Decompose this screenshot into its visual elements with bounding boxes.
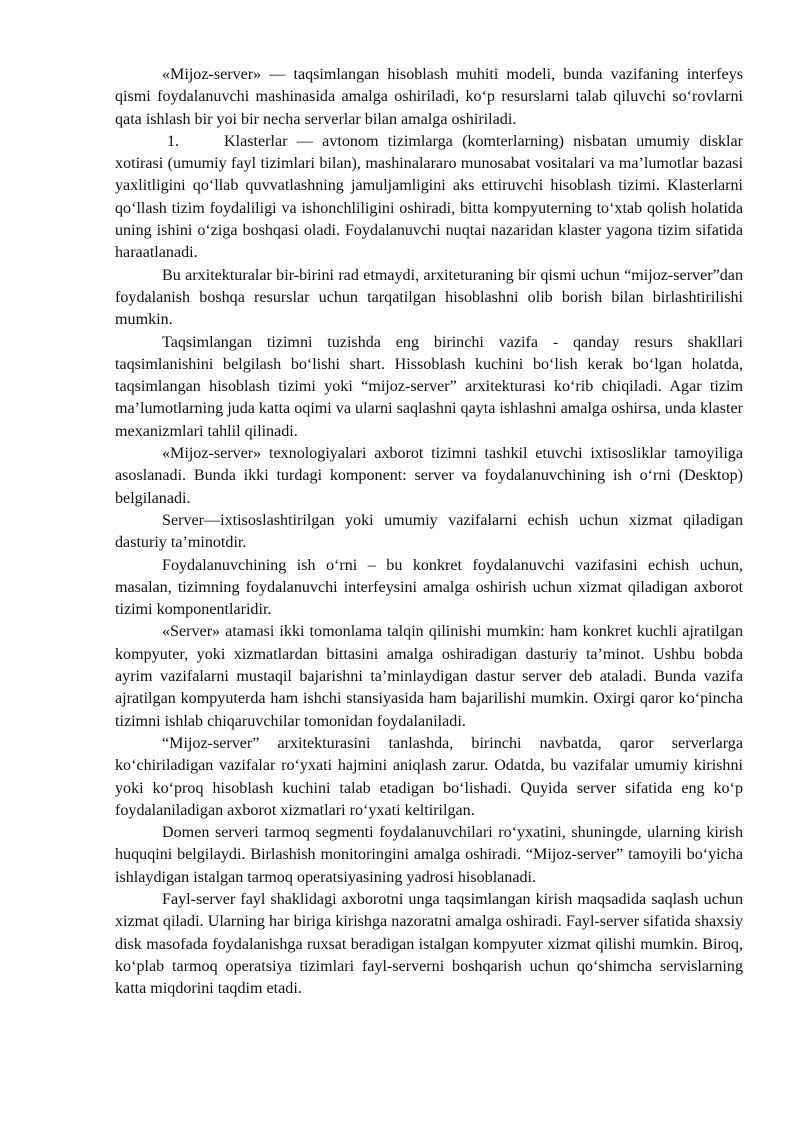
paragraph-first-task: Taqsimlangan tizimni tuzishda eng birinchi vazifa - qanday resurs shakllari taqsimlanishini belgilash bo‘lishi shart. Hissoblash kuchini bo‘lish kerak bo‘lgan holatda, taqsimlangan hisoblash tizimi yoki “mijoz-server” arxitekturasi ko‘rib chiqiladi. Agar tizim ma’lumotlarning juda katta oqimi va ularni saqlashni qayta ishlashni amalga oshirsa, unda klaster mexanizmlari tahlil qilinadi. bbox=[115, 333, 743, 440]
paragraph-architectures-combined: Bu arxitekturalar bir-birini rad etmaydi, arxiteturaning bir qismi uchun “mijoz-server”dan foydalanish boshqa resurslar uchun tarqatilgan hisoblashni olib borish bilan birlashtirilishi mumkin. bbox=[115, 266, 743, 329]
paragraph-server-term: «Server» atamasi ikki tomonlama talqin qilinishi mumkin: ham konkret kuchli ajratilgan kompyuter, yoki xizmatlardan bittasini amalga oshiradigan dasturiy ta’minot. Ushbu bobda ayrim vazifalarni mustaqil bajarishni ta’minlaydigan dastur server deb ataladi. Bunda vazifa ajratilgan kompyuterda ham ishchi stansiyasida ham bajarilishi mumkin. Oxirgi qaror ko‘pincha tizimni ishlab chiqaruvchilar tomonidan foydalaniladi. bbox=[115, 623, 743, 730]
paragraph-domain-server: Domen serveri tarmoq segmenti foydalanuvchilari ro‘yxatini, shuningde, ularning kirish huquqini belgilaydi. Birlashish monitoringini amalga oshiradi. “Mijoz-server” tamoyili bo‘yicha ishlaydigan istalgan tarmoq operatsiyasining yadrosi hisoblanadi. bbox=[115, 824, 743, 886]
document-page bbox=[115, 64, 743, 1000]
paragraph-file-server: Fayl-server fayl shaklidagi axborotni unga taqsimlangan kirish maqsadida saqlash uchun xizmat qiladi. Ularning har biriga kirishga nazoratni amalga oshiradi. Fayl-server sifatida shaxsiy disk masofada foydalanishga ruxsat beradigan istalgan kompyuter xizmat qilishi mumkin. Biroq, ko‘plab tarmoq operatsiya tizimlari fayl-serverni boshqarish uchun qo‘shimcha servislarning katta miqdorini taqdim etadi. bbox=[115, 890, 743, 998]
paragraph-workstation-definition: Foydalanuvchining ish o‘rni – bu konkret foydalanuvchi vazifasini echish uchun, masalan, tizimning foydalanuvchi interfeysini amalga oshirish uchun xizmat qiladigan axborot tizimi komponentlaridir. bbox=[115, 556, 743, 619]
paragraph-client-server-definition: «Mijoz-server» — taqsimlangan hisoblash muhiti modeli, bunda vazifaning interfeys qismi foydalanuvchi mashinasida amalga oshiriladi, ko‘p resurslarni talab qiluvchi so‘rovlarni qata ishlash bir yoi bir necha serverlar bilan amalga oshiriladi. bbox=[115, 66, 743, 128]
paragraph-choosing-architecture: “Mijoz-server” arxitekturasini tanlashda, birinchi navbatda, qaror serverlarga ko‘chiriladigan vazifalar ro‘yxati hajmini aniqlash zarur. Odatda, bu vazifalar umumiy kirishni yoki ko‘proq hisoblash kuchini talab etadigan bo‘lishadi. Quyida server sifatida eng ko‘p foydalaniladigan axborot xizmatlari ro‘yxati keltirilgan. bbox=[115, 734, 743, 819]
paragraph-server-definition: Server—ixtisoslashtirilgan yoki umumiy vazifalarni echish uchun xizmat qiladigan dasturiy ta’minotdir. bbox=[115, 511, 743, 552]
list-number: 1. bbox=[167, 132, 180, 150]
paragraph-technologies: «Mijoz-server» texnologiyalari axborot tizimni tashkil etuvchi ixtisosliklar tamoyiliga asoslanadi. Bunda ikki turdagi komponent: server va foydalanuvchining ish o‘rni (Desktop) belgilanadi. bbox=[115, 445, 743, 507]
numbered-paragraph-clusters bbox=[115, 131, 743, 265]
paragraph-clusters-text: Klasterlar — avtonom tizimlarga (komterlarning) nisbatan umumiy disklar xotirasi (umumiy fayl tizimlari bilan), mashinalararo munosabat vositalari va ma’lumotlar bazasi yaxlitligini qo‘llab quvvatlashning jamuljamligini aks ettiruvchi hisoblash tizimi. Klasterlarni qo‘llash tizim foydaliligi va ishonchliligini oshiradi, bitta kompyuterning to‘xtab qolish holatida uning ishini o‘ziga boshqasi oladi. Foydalanuvchi nuqtai nazaridan klaster yagona tizim sifatida haraatlanadi. bbox=[115, 132, 743, 262]
